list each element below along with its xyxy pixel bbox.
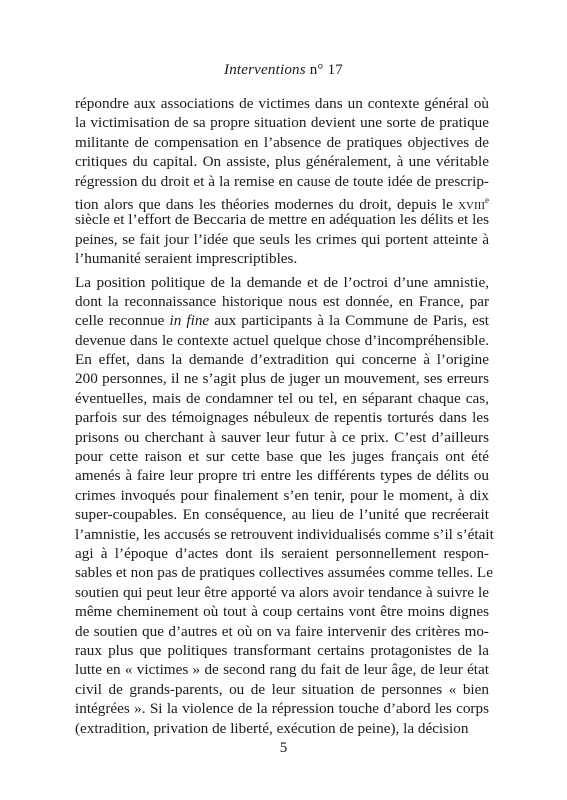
text-line: En effet, dans la demande d’extradition qui concerne à l’origine (75, 351, 489, 369)
text-line: 200 personnes, il ne s’agit plus de juger un mouvement, ses erreurs (75, 370, 489, 388)
text-line: tion alors que dans les théories modernes du droit, depuis le xviii$^e$ (75, 194, 489, 214)
text-line: critiques du capital. On assiste, plus généralement, à une véritable (75, 153, 489, 171)
text-line: peines, se fait jour l’idée que seuls les crimes qui portent atteinte à (75, 230, 489, 248)
text-line: agi à l’époque d’actes dont ils seraient personnellement respon- (75, 544, 489, 562)
text-line: répondre aux associations de victimes dans un contexte général où (75, 95, 489, 112)
text-line: régression du droit et à la remise en cause de toute idée de prescrip- (75, 172, 489, 190)
text-line: siècle et l’effort de Beccaria de mettre en adéquation les délits et les (75, 211, 489, 229)
text-line: dont la reconnaissance historique nous est donnée, en France, par (75, 292, 489, 310)
running-head-number: n° 17 (305, 62, 343, 78)
text-line: l’humanité seraient imprescriptibles. (75, 250, 298, 268)
text-line: amenés à faire leur propre tri entre les différents types de délits ou (75, 467, 489, 485)
text-line: soutien qui peut leur être apporté va alors avoir tendance à suivre le (75, 583, 489, 601)
text-line: parfois sur des témoignages nébuleux de repentis torturés dans les (75, 409, 489, 427)
text-line: sables et non pas de pratiques collectives assumées comme telles. Le (75, 564, 493, 582)
paragraph (75, 94, 489, 269)
text-line: l’amnistie, les accusés se retrouvent individualisés comme s’il s’était (75, 525, 494, 543)
text-line: même cheminement où tout à coup certains vont être moins dignes (75, 603, 489, 621)
text-line: crimes invoqués pour finalement s’en tenir, pour le moment, à dix (75, 486, 489, 504)
text-line: militante de compensation en l’absence de pratiques objectives de (75, 133, 489, 151)
text-line: pour cette raison et sur cette base que les juges français ont été (75, 448, 489, 466)
text-line: la victimisation de sa propre situation devient une sorte de pratique (75, 114, 489, 132)
text-line: super-coupables. En conséquence, au lieu de l’unité que recréerait (75, 506, 489, 524)
text-line: (extradition, privation de liberté, exécution de peine), la décision (75, 719, 469, 737)
body-text (75, 94, 494, 738)
text-line: prisons ou cherchant à sauver leur futur à ce prix. C’est d’ailleurs (75, 428, 489, 446)
text-line: lutte en « victimes » de second rang du fait de leur âge, de leur état (75, 661, 489, 679)
text-line: civil de grands-parents, ou de leur situation de personnes « bien (75, 680, 489, 698)
running-head (0, 62, 567, 79)
text-line: intégrées ». Si la violence de la répression touche d’abord les corps (75, 700, 489, 718)
text-line: éventuelles, mais de condamner tel ou tel, en séparant chaque cas, (75, 389, 489, 407)
paragraph (75, 273, 494, 738)
running-head-title: Interventions (224, 62, 306, 78)
text-line: celle reconnue in fine aux participants à la Commune de Paris, est (75, 312, 490, 330)
text-line: de soutien que d’autres et où on va faire intervenir des critères mo- (75, 622, 489, 640)
page-number: 5 (279, 740, 288, 756)
text-line: devenue dans le contexte actuel quelque chose d’incompréhensible. (75, 331, 489, 349)
text-line: raux plus que politiques transformant certains protagonistes de la (75, 641, 489, 659)
text-line: La position politique de la demande et de l’octroi d’une amnistie, (75, 273, 489, 291)
